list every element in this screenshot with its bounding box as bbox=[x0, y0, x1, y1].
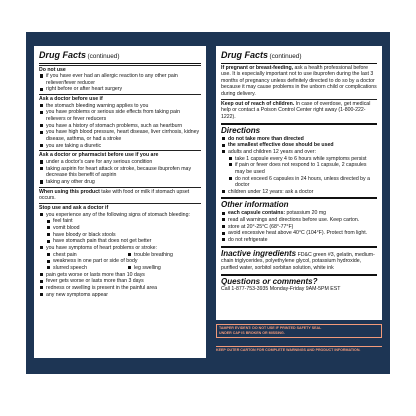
drug-facts-panel-right bbox=[216, 46, 382, 320]
tamper-evident-notice: TAMPER EVIDENT: DO NOT USE IF PRINTED SAFETY SEAL UNDER CAP IS BROKEN OR MISSING. bbox=[216, 324, 382, 338]
section-heading: Do not use bbox=[39, 66, 66, 73]
keep-carton-notice: KEEP OUTER CARTON FOR COMPLETE WARNINGS AND PRODUCT INFORMATION. bbox=[216, 346, 382, 353]
list-item: you have high blood pressure, heart disease, liver cirrhosis, kidney disease, asthma, or had a stroke bbox=[39, 129, 201, 142]
list-item: pain gets worse or lasts more than 10 days bbox=[39, 272, 201, 279]
ask-pharmacist-section bbox=[39, 150, 201, 185]
list-item: the smallest effective dose should be used bbox=[221, 142, 377, 149]
sub-item: weakness in one part or side of body bbox=[39, 258, 201, 265]
list-item: you experience any of the following signs of stomach bleeding: bbox=[39, 212, 201, 219]
list-item: right before or after heart surgery bbox=[39, 86, 201, 93]
drug-facts-title-left: Drug Facts (continued) bbox=[39, 50, 201, 64]
list-item: any new symptoms appear bbox=[39, 292, 201, 299]
list-item: do not refrigerate bbox=[221, 237, 377, 244]
list-item: redness or swelling is present in the painful area bbox=[39, 285, 201, 292]
when-using-section: When using this product take with food or milk if stomach upset occurs. bbox=[39, 187, 201, 202]
sub-item: take 1 capsule every 4 to 6 hours while symptoms persist bbox=[221, 156, 377, 163]
list-item: read all warnings and directions before use. Keep carton. bbox=[221, 217, 377, 224]
list-item: avoid excessive heat above 40°C (104°F). Protect from light. bbox=[221, 230, 377, 237]
list-item: you are taking a diuretic bbox=[39, 143, 201, 150]
directions-section bbox=[221, 123, 377, 196]
sub-item: feel faint bbox=[39, 218, 201, 225]
pregnant-warning: If pregnant or breast-feeding, ask a health professional before use. It is especially important not to use ibuprofen during the last 3 months of pregnancy unless definitely directed to do so by a doctor because it may cause problems in the unborn child or complications during delivery. bbox=[221, 64, 377, 98]
section-heading: Ask a doctor or pharmacist before use if you are bbox=[39, 152, 159, 159]
sub-item: if pain or fever does not respond to 1 capsule, 2 capsules may be used bbox=[221, 162, 377, 175]
list-item: fever gets worse or lasts more than 3 days bbox=[39, 278, 201, 285]
inactive-ingredients-section: Inactive ingredients FD&C green #3, gelatin, medium-chain triglycerides, polyethylene glycol, potassium hydroxide, purified water, sorbitol sorbitan solution, white ink bbox=[221, 246, 377, 272]
sub-item: have stomach pain that does not get better bbox=[39, 238, 201, 245]
list-item: if you have ever had an allergic reaction to any other pain reliever/fever reducer bbox=[39, 73, 201, 86]
package-warnings bbox=[216, 324, 382, 353]
list-item: the stomach bleeding warning applies to you bbox=[39, 103, 201, 110]
stop-use-section bbox=[39, 203, 201, 298]
list-item: you have a history of stomach problems, such as heartburn bbox=[39, 123, 201, 130]
phone-line: Call 1-877-753-3935 Monday-Friday 9AM-5PM EST bbox=[221, 286, 341, 293]
sub-item-pair: slurred speech leg swelling bbox=[39, 265, 201, 272]
section-heading: Questions or comments? bbox=[221, 276, 318, 286]
section-heading: Ask a doctor before use if bbox=[39, 96, 103, 103]
list-item: you have problems or serious side effects from taking pain relievers or fever reducers bbox=[39, 109, 201, 122]
ask-doctor-section bbox=[39, 94, 201, 149]
product-package bbox=[26, 32, 390, 374]
keep-out-of-reach: Keep out of reach of children. In case of overdose, get medical help or contact a Poison Control Center right away (1-800-222-1222). bbox=[221, 99, 377, 121]
list-item: under a doctor's care for any serious condition bbox=[39, 159, 201, 166]
list-item: taking aspirin for heart attack or stroke, because ibuprofen may decrease this benefit of aspirin bbox=[39, 166, 201, 179]
list-item: do not take more than directed bbox=[221, 136, 377, 143]
sub-item: do not exceed 6 capsules in 24 hours, unless directed by a doctor bbox=[221, 176, 377, 189]
list-item: taking any other drug bbox=[39, 179, 201, 186]
other-information-section bbox=[221, 197, 377, 243]
sub-item: have bloody or black stools bbox=[39, 232, 201, 239]
section-heading: Directions bbox=[221, 125, 261, 135]
section-heading: Stop use and ask a doctor if bbox=[39, 204, 109, 211]
list-item: children under 12 years: ask a doctor bbox=[221, 189, 377, 196]
drug-facts-title-right: Drug Facts (continued) bbox=[221, 50, 377, 64]
sub-item: vomit blood bbox=[39, 225, 201, 232]
list-item: adults and children 12 years and over: bbox=[221, 149, 377, 156]
section-heading: Other information bbox=[221, 200, 289, 210]
do-not-use-section bbox=[39, 65, 201, 94]
list-item: store at 20°-25°C (68°-77°F) bbox=[221, 224, 377, 231]
sub-item-pair: chest pain trouble breathing bbox=[39, 252, 201, 259]
list-item: you have symptoms of heart problems or stroke: bbox=[39, 245, 201, 252]
questions-section bbox=[221, 274, 377, 293]
drug-facts-panel-left bbox=[34, 46, 206, 358]
list-item: each capsule contains: potassium 20 mg bbox=[221, 210, 377, 217]
